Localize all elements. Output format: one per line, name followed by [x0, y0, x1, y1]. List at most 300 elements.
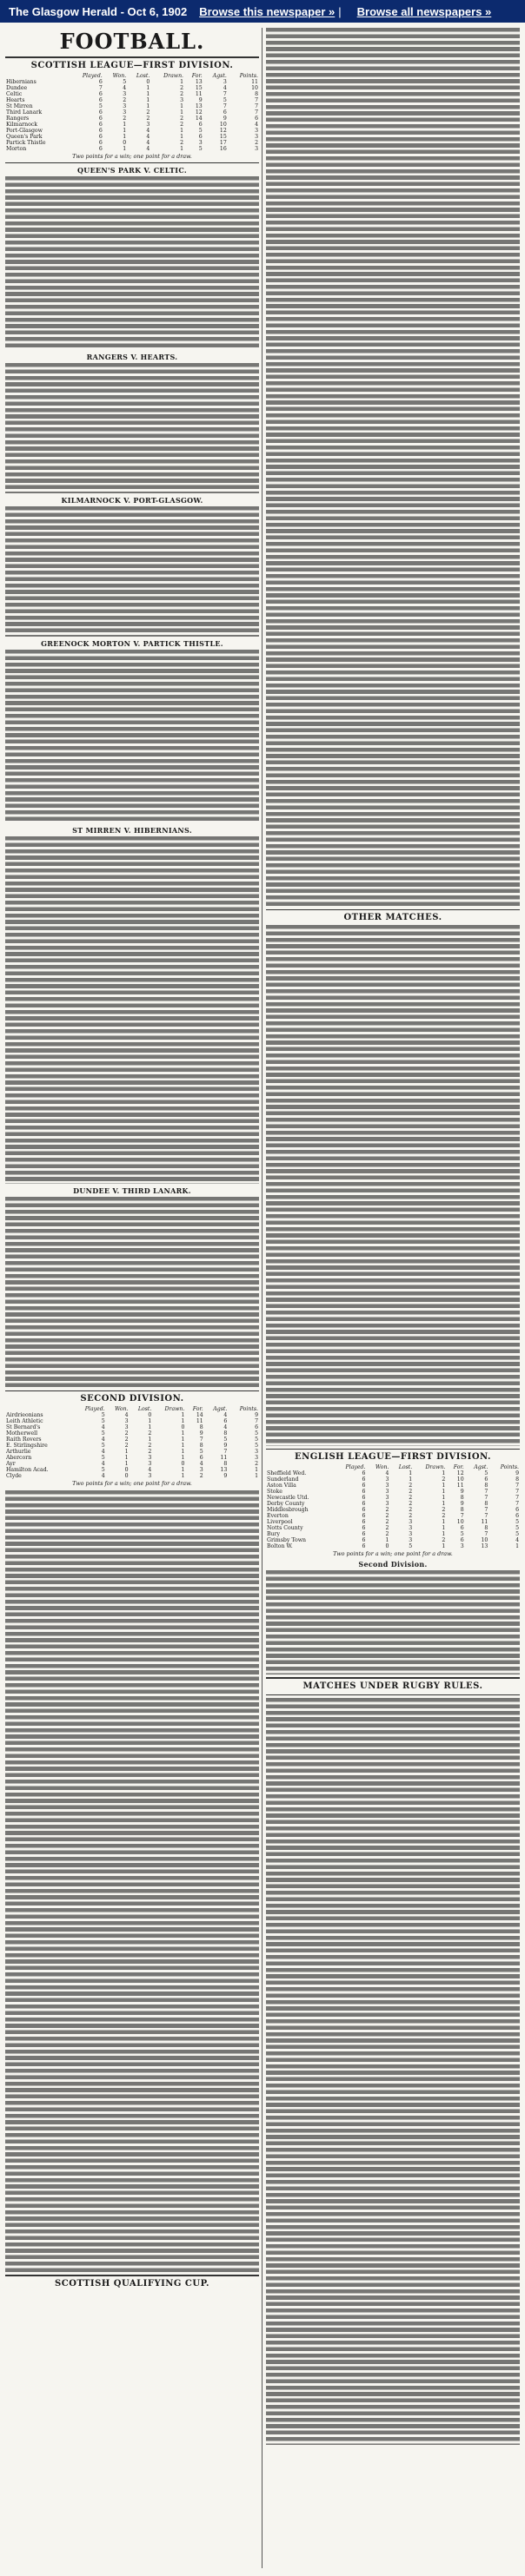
- table-row: [5, 1412, 259, 1418]
- table-cell: 1: [146, 103, 150, 109]
- kilmarnock-heading: KILMARNOCK V. PORT-GLASGOW.: [61, 496, 203, 505]
- table-cell: 1: [442, 1525, 446, 1531]
- newspaper-toolbar: [0, 0, 525, 23]
- table-cell: Hamilton Acad.: [6, 1467, 49, 1474]
- table-cell: Raith Rovers: [6, 1437, 42, 1443]
- table-cell: 14: [195, 116, 203, 122]
- table-cell: 6: [362, 1489, 366, 1495]
- table-cell: 3: [385, 1489, 389, 1495]
- column-header: Drawn.: [164, 1406, 185, 1413]
- st-mirren-heading: ST MIRREN V. HIBERNIANS.: [72, 826, 192, 836]
- table-row: [5, 1437, 259, 1443]
- table-cell: 4: [255, 122, 258, 128]
- table-cell: 6: [98, 109, 103, 116]
- toolbar-separator: |: [338, 4, 342, 18]
- table-cell: 1: [123, 122, 127, 128]
- masthead-rule: [5, 56, 259, 58]
- browse-this-newspaper-link[interactable]: Browse this newspaper »: [199, 4, 336, 18]
- english-league-table: [266, 1464, 520, 1549]
- table-cell: 9: [460, 1489, 464, 1495]
- table-cell: 7: [484, 1513, 488, 1519]
- column-header: Won.: [112, 73, 127, 79]
- table-cell: 4: [223, 85, 227, 91]
- table-cell: 8: [484, 1501, 488, 1507]
- table-cell: 4: [101, 1424, 105, 1431]
- table-cell: 5: [515, 1519, 519, 1525]
- newspaper-title: The Glasgow Herald - Oct 6, 1902: [9, 4, 188, 18]
- table-cell: 2: [255, 140, 258, 146]
- table-cell: Arthurlie: [6, 1449, 31, 1456]
- table-cell: 6: [362, 1519, 366, 1525]
- table-cell: 6: [460, 1537, 464, 1543]
- column-header: Won.: [114, 1406, 129, 1413]
- table-cell: 1: [146, 91, 150, 97]
- table-cell: 2: [409, 1495, 413, 1501]
- table-cell: 3: [385, 1476, 389, 1483]
- table-cell: 7: [484, 1489, 488, 1495]
- table-cell: 0: [148, 1412, 152, 1419]
- table-cell: 5: [515, 1525, 519, 1531]
- table-cell: 1: [515, 1543, 519, 1549]
- table-cell: 16: [219, 146, 227, 152]
- table-cell: 4: [223, 1424, 228, 1431]
- rugby-match-reports: [266, 1698, 520, 2445]
- table-cell: 3: [255, 146, 258, 152]
- table-cell: 2: [442, 1476, 446, 1483]
- table-cell: 1: [442, 1519, 446, 1525]
- table-cell: 2: [124, 1437, 129, 1443]
- table-cell: 8: [460, 1495, 464, 1501]
- table-row: [266, 1513, 520, 1519]
- table-cell: 6: [255, 116, 258, 122]
- table-cell: 5: [101, 1467, 105, 1474]
- english-league-heading: ENGLISH LEAGUE—FIRST DIVISION.: [294, 1452, 492, 1462]
- table-row: [5, 1443, 259, 1449]
- table-cell: 7: [515, 1489, 519, 1495]
- table-cell: 3: [123, 91, 127, 97]
- second-division-english-heading: Second Division.: [358, 1560, 428, 1569]
- table-cell: 9: [223, 1443, 228, 1450]
- table-cell: 3: [223, 79, 227, 85]
- table-cell: 15: [219, 134, 227, 140]
- column-header: Agst.: [212, 73, 227, 79]
- table-row: [5, 1467, 259, 1473]
- table-cell: 7: [255, 103, 258, 109]
- table-cell: 9: [223, 1473, 228, 1480]
- section-rule: [266, 909, 520, 910]
- table-cell: 2: [409, 1489, 413, 1495]
- table-cell: 0: [181, 1424, 185, 1431]
- table-cell: 3: [255, 1455, 258, 1462]
- table-cell: 2: [180, 122, 184, 128]
- table-cell: 5: [101, 1443, 105, 1450]
- table-cell: 5: [198, 128, 203, 134]
- table-cell: Celtic: [6, 91, 23, 97]
- table-cell: 4: [148, 1467, 152, 1474]
- table-cell: St Mirren: [6, 103, 33, 109]
- column-header: For.: [191, 73, 203, 79]
- table-cell: 1: [124, 1461, 129, 1468]
- table-cell: Rangers: [6, 116, 30, 122]
- kilmarnock-report: [5, 506, 259, 637]
- table-cell: 2: [409, 1483, 413, 1489]
- table-cell: 1: [442, 1470, 446, 1476]
- table-cell: 6: [362, 1531, 366, 1537]
- table-cell: Port-Glasgow: [6, 128, 43, 134]
- table-cell: Hearts: [6, 97, 25, 103]
- table-row: [266, 1543, 520, 1549]
- table-cell: 3: [124, 1418, 129, 1425]
- table-cell: 13: [220, 1467, 228, 1474]
- table-cell: 4: [146, 140, 150, 146]
- english-second-division-block: [266, 1570, 520, 1674]
- table-cell: Kilmarnock: [6, 122, 38, 128]
- second-division-heading: SECOND DIVISION.: [80, 1394, 184, 1404]
- table-cell: 5: [223, 97, 227, 103]
- table-cell: Liverpool: [267, 1519, 293, 1525]
- table-cell: Third Lanark: [6, 109, 43, 116]
- table-cell: 2: [148, 1430, 152, 1437]
- table-cell: 3: [123, 103, 127, 109]
- table-cell: 6: [362, 1470, 366, 1476]
- column-header: For.: [192, 1406, 203, 1413]
- table-cell: 7: [515, 1495, 519, 1501]
- rangers-hearts-heading: RANGERS V. HEARTS.: [86, 353, 178, 362]
- table-cell: 6: [98, 122, 103, 128]
- browse-all-newspapers-link[interactable]: Browse all newspapers »: [356, 4, 492, 18]
- table-cell: 1: [442, 1495, 446, 1501]
- column-header: For.: [453, 1464, 464, 1470]
- table-cell: Morton: [6, 146, 27, 152]
- table-cell: Derby County: [267, 1501, 305, 1507]
- table-cell: 8: [199, 1424, 203, 1431]
- table-cell: 11: [220, 1455, 228, 1462]
- table-cell: 7: [223, 1449, 228, 1456]
- rugby-matches-heading: MATCHES UNDER RUGBY RULES.: [302, 1681, 483, 1692]
- table-cell: 3: [148, 1473, 152, 1480]
- table-cell: 6: [362, 1483, 366, 1489]
- table-cell: 1: [180, 79, 184, 85]
- table-cell: 2: [385, 1525, 389, 1531]
- table-cell: 0: [124, 1467, 129, 1474]
- table-cell: 5: [515, 1531, 519, 1537]
- table-cell: 6: [515, 1507, 519, 1513]
- table-cell: 7: [98, 85, 103, 91]
- table-cell: 4: [124, 1412, 129, 1419]
- table-cell: 1: [123, 134, 127, 140]
- qp-celtic-heading: QUEEN'S PARK V. CELTIC.: [77, 166, 187, 175]
- table-cell: 6: [255, 1424, 258, 1431]
- table-cell: 1: [442, 1483, 446, 1489]
- table-cell: 2: [442, 1513, 446, 1519]
- left-column: [5, 28, 259, 2291]
- table-cell: 8: [223, 1461, 228, 1468]
- table-cell: 4: [101, 1461, 105, 1468]
- table-cell: 11: [456, 1483, 464, 1489]
- table-cell: Ayr: [6, 1461, 16, 1468]
- english-league-points-note: Two points for a win; one point for a draw.: [333, 1550, 453, 1557]
- table-cell: 3: [385, 1495, 389, 1501]
- table-cell: 4: [146, 134, 150, 140]
- table-cell: 3: [385, 1501, 389, 1507]
- table-cell: Dundee: [6, 85, 28, 91]
- table-cell: 3: [198, 140, 203, 146]
- table-row: [266, 1525, 520, 1531]
- table-cell: 4: [101, 1437, 105, 1443]
- table-cell: St Bernard's: [6, 1424, 41, 1431]
- table-cell: 1: [180, 109, 184, 116]
- table-cell: 4: [146, 146, 150, 152]
- table-cell: 1: [442, 1543, 446, 1549]
- column-header: Drawn.: [425, 1464, 446, 1470]
- table-cell: 7: [223, 91, 227, 97]
- table-row: [5, 1473, 259, 1479]
- table-cell: 2: [199, 1473, 203, 1480]
- table-cell: 6: [362, 1525, 366, 1531]
- table-cell: 3: [199, 1467, 203, 1474]
- table-cell: Aston Villa: [267, 1483, 296, 1489]
- table-cell: 8: [484, 1483, 488, 1489]
- table-cell: 2: [442, 1507, 446, 1513]
- table-cell: 2: [123, 116, 127, 122]
- column-header: [5, 73, 70, 79]
- table-cell: 5: [255, 1430, 258, 1437]
- column-header: Points.: [239, 1406, 258, 1413]
- table-row: [5, 146, 259, 152]
- table-cell: 1: [123, 128, 127, 134]
- table-cell: 6: [199, 1455, 203, 1462]
- table-cell: 4: [199, 1461, 203, 1468]
- column-header: Points.: [500, 1464, 519, 1470]
- table-cell: 11: [195, 91, 203, 97]
- table-cell: 4: [385, 1470, 389, 1476]
- table-cell: 5: [484, 1470, 488, 1476]
- table-cell: 4: [101, 1449, 105, 1456]
- table-cell: 7: [484, 1507, 488, 1513]
- table-cell: 2: [409, 1501, 413, 1507]
- other-matches-reports: [266, 925, 520, 1446]
- second-division-points-note: Two points for a win; one point for a draw.: [72, 1480, 192, 1488]
- table-row: [5, 1455, 259, 1461]
- table-cell: 2: [385, 1519, 389, 1525]
- table-cell: 5: [223, 1437, 228, 1443]
- table-cell: 3: [409, 1519, 413, 1525]
- table-cell: 1: [181, 1467, 185, 1474]
- table-cell: 6: [362, 1507, 366, 1513]
- table-cell: 5: [101, 1412, 105, 1419]
- second-division-reports: [5, 1490, 259, 2272]
- table-row: [5, 140, 259, 146]
- table-cell: 3: [409, 1531, 413, 1537]
- table-cell: 0: [385, 1543, 389, 1549]
- table-cell: Notts County: [267, 1525, 303, 1531]
- table-cell: 5: [101, 1455, 105, 1462]
- table-cell: 15: [195, 85, 203, 91]
- table-cell: 4: [123, 85, 127, 91]
- other-matches-heading: OTHER MATCHES.: [343, 913, 442, 922]
- table-row: [5, 85, 259, 91]
- table-cell: 6: [198, 122, 203, 128]
- table-cell: 0: [181, 1461, 185, 1468]
- table-cell: 11: [196, 1418, 203, 1425]
- table-cell: 7: [255, 1418, 258, 1425]
- table-cell: 6: [98, 97, 103, 103]
- column-header: Agst.: [474, 1464, 488, 1470]
- st-mirren-report: [5, 836, 259, 1184]
- table-row: [5, 1449, 259, 1455]
- section-rule: [5, 162, 259, 163]
- table-row: [5, 91, 259, 97]
- table-row: [5, 97, 259, 103]
- table-cell: 7: [223, 103, 227, 109]
- table-cell: 6: [515, 1513, 519, 1519]
- table-cell: 3: [123, 109, 127, 116]
- table-cell: 9: [255, 1412, 258, 1419]
- table-cell: 10: [481, 1537, 488, 1543]
- table-cell: 1: [385, 1537, 389, 1543]
- table-cell: 2: [180, 116, 184, 122]
- table-cell: 13: [195, 79, 203, 85]
- table-cell: 2: [180, 85, 184, 91]
- column-header: Lost.: [137, 1406, 152, 1413]
- first-division-table: [5, 73, 259, 152]
- table-cell: 7: [515, 1501, 519, 1507]
- table-cell: 1: [255, 1473, 258, 1480]
- table-cell: 2: [409, 1507, 413, 1513]
- table-row: [266, 1519, 520, 1525]
- table-cell: 12: [195, 109, 203, 116]
- table-cell: 7: [199, 1437, 203, 1443]
- table-cell: 1: [409, 1476, 413, 1483]
- table-row: [5, 1418, 259, 1424]
- table-cell: 9: [460, 1501, 464, 1507]
- table-row: [5, 1430, 259, 1437]
- table-cell: Bury: [267, 1531, 280, 1537]
- table-cell: 3: [460, 1543, 464, 1549]
- table-cell: Abercorn: [6, 1455, 32, 1462]
- section-rule: [266, 1694, 520, 1695]
- table-cell: 7: [484, 1531, 488, 1537]
- table-cell: 3: [148, 1461, 152, 1468]
- table-cell: 8: [484, 1525, 488, 1531]
- dundee-heading: DUNDEE V. THIRD LANARK.: [73, 1186, 191, 1196]
- table-cell: 1: [123, 146, 127, 152]
- table-cell: 3: [409, 1525, 413, 1531]
- column-header: Won.: [375, 1464, 389, 1470]
- table-cell: 1: [181, 1449, 185, 1456]
- table-cell: 6: [223, 1418, 228, 1425]
- table-cell: 0: [123, 140, 127, 146]
- table-cell: 3: [148, 1455, 152, 1462]
- table-cell: 5: [199, 1449, 203, 1456]
- table-cell: Stoke: [267, 1489, 282, 1495]
- section-rule: [5, 2275, 259, 2276]
- table-cell: 2: [180, 91, 184, 97]
- table-cell: 6: [98, 116, 103, 122]
- table-cell: Sheffield Wed.: [267, 1470, 307, 1476]
- table-cell: 6: [98, 134, 103, 140]
- table-cell: 10: [456, 1519, 464, 1525]
- morton-report: [5, 650, 259, 823]
- table-cell: 14: [196, 1412, 203, 1419]
- table-cell: 3: [146, 122, 150, 128]
- table-cell: 5: [255, 1443, 258, 1450]
- table-cell: 1: [180, 146, 184, 152]
- table-cell: 2: [442, 1537, 446, 1543]
- table-cell: Motherwell: [6, 1430, 38, 1437]
- table-cell: 5: [198, 146, 203, 152]
- table-row: [5, 1461, 259, 1467]
- table-cell: 5: [123, 79, 127, 85]
- table-row: [266, 1501, 520, 1507]
- table-cell: Newcastle Utd.: [267, 1495, 309, 1501]
- qualifying-cup-heading: SCOTTISH QUALIFYING CUP.: [55, 2278, 209, 2289]
- table-cell: 4: [223, 1412, 228, 1419]
- table-cell: 2: [123, 97, 127, 103]
- table-cell: 2: [255, 1461, 258, 1468]
- table-cell: 10: [456, 1476, 464, 1483]
- table-row: [266, 1537, 520, 1543]
- table-cell: 3: [124, 1424, 129, 1431]
- table-cell: 6: [460, 1525, 464, 1531]
- first-division-points-note: Two points for a win; one point for a draw.: [72, 153, 192, 160]
- table-cell: Bolton W.: [267, 1543, 293, 1549]
- second-division-table: [5, 1406, 259, 1479]
- table-cell: 1: [181, 1437, 185, 1443]
- table-cell: Clyde: [6, 1473, 22, 1480]
- table-cell: 2: [385, 1507, 389, 1513]
- table-cell: 3: [255, 134, 258, 140]
- table-row: [5, 116, 259, 122]
- table-cell: 2: [146, 116, 150, 122]
- table-cell: Airdrieonians: [6, 1412, 43, 1419]
- table-cell: 7: [255, 109, 258, 116]
- table-row: [5, 1424, 259, 1430]
- table-cell: 0: [124, 1473, 129, 1480]
- table-cell: 6: [98, 91, 103, 97]
- table-cell: 6: [362, 1495, 366, 1501]
- column-header: Played.: [345, 1464, 366, 1470]
- table-cell: 8: [515, 1476, 519, 1483]
- table-cell: 2: [385, 1513, 389, 1519]
- table-cell: E. Stirlingshire: [6, 1443, 48, 1450]
- continued-reports: [266, 28, 520, 907]
- table-row: [266, 1489, 520, 1495]
- column-header: Lost.: [398, 1464, 413, 1470]
- table-cell: 3: [180, 97, 184, 103]
- table-cell: 2: [146, 109, 150, 116]
- table-cell: 1: [181, 1443, 185, 1450]
- table-cell: 6: [362, 1476, 366, 1483]
- table-cell: 10: [251, 85, 258, 91]
- table-cell: Hibernians: [6, 79, 37, 85]
- table-cell: 12: [456, 1470, 464, 1476]
- table-cell: 13: [481, 1543, 488, 1549]
- table-cell: 7: [255, 97, 258, 103]
- table-cell: 1: [180, 134, 184, 140]
- table-cell: 9: [199, 1430, 203, 1437]
- table-cell: 8: [223, 1430, 228, 1437]
- table-row: [5, 122, 259, 128]
- table-cell: 17: [219, 140, 227, 146]
- section-rule: [266, 1677, 520, 1679]
- column-header: Agst.: [213, 1406, 228, 1413]
- table-cell: 0: [146, 79, 150, 85]
- football-masthead: FOOTBALL.: [59, 29, 205, 54]
- table-cell: Everton: [267, 1513, 289, 1519]
- table-cell: 1: [442, 1531, 446, 1537]
- table-cell: 1: [124, 1455, 129, 1462]
